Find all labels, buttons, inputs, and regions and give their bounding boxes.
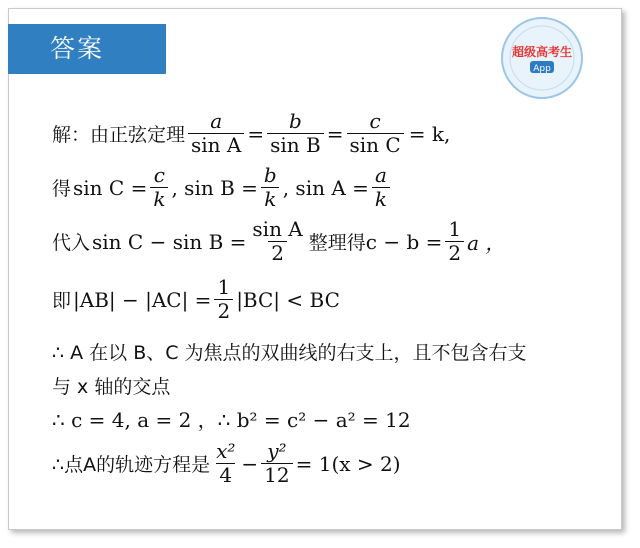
fraction: $\frac{c}{\text{sin C}}$	[347, 110, 404, 157]
solution-line-5: ∴ A 在以 B、C 为焦点的双曲线的右支上，且不包含右支	[52, 342, 527, 364]
solution-line-4: 即 |AB| − |AC| = $\frac{1}{2}$ |BC| < BC	[52, 275, 340, 323]
logo-text: 超级高考生	[511, 45, 573, 59]
solution-line-7: ∴ c = 4, a = 2 ，∴ b² = c² − a² = 12	[52, 408, 411, 432]
fraction: $\frac{a}{k}$	[372, 164, 390, 211]
fraction: $\frac{1}{2}$	[445, 218, 464, 265]
fraction: $\frac{1}{2}$	[214, 276, 233, 323]
fraction: $\frac{c}{k}$	[150, 164, 168, 211]
fraction: $\frac{\text{y²}}{12}$	[261, 440, 292, 487]
solution-line-8: ∴点A的轨迹方程是 $\frac{\text{x²}}{4}$ − $\frac{\text{y²}}{12}$ = 1(x > 2)	[52, 439, 401, 487]
logo-subtext: App	[533, 64, 551, 74]
fraction: $\frac{b}{\text{sin B}}$	[267, 110, 324, 157]
fraction: $\frac{\text{x²}}{4}$	[216, 439, 236, 487]
app-logo	[500, 16, 584, 100]
answer-tag: 答案	[8, 24, 166, 74]
solution-line-3: 代入 sin C − sin B = $\frac{\text{sin A}}{2}$ 整理得 c − b = $\frac{1}{2}$ a ，	[52, 217, 506, 265]
solution-line-6: 与 x 轴的交点	[52, 376, 171, 398]
fraction: $\frac{a}{\text{sin A}}$	[188, 110, 244, 157]
fraction: $\frac{b}{k}$	[261, 164, 280, 211]
solution-line-1: 解：由正弦定理 $\frac{a}{\text{sin A}}$ = $\frac{b}{\text{sin B}}$ = $\frac{c}{\text{sin C}}$ = k,	[52, 109, 451, 157]
solution-line-2: 得 sin C = $\frac{c}{k}$ , sin B = $\frac{b}{k}$ , sin A = $\frac{a}{k}$	[52, 164, 393, 211]
fraction: $\frac{\text{sin A}}{2}$	[252, 217, 303, 265]
